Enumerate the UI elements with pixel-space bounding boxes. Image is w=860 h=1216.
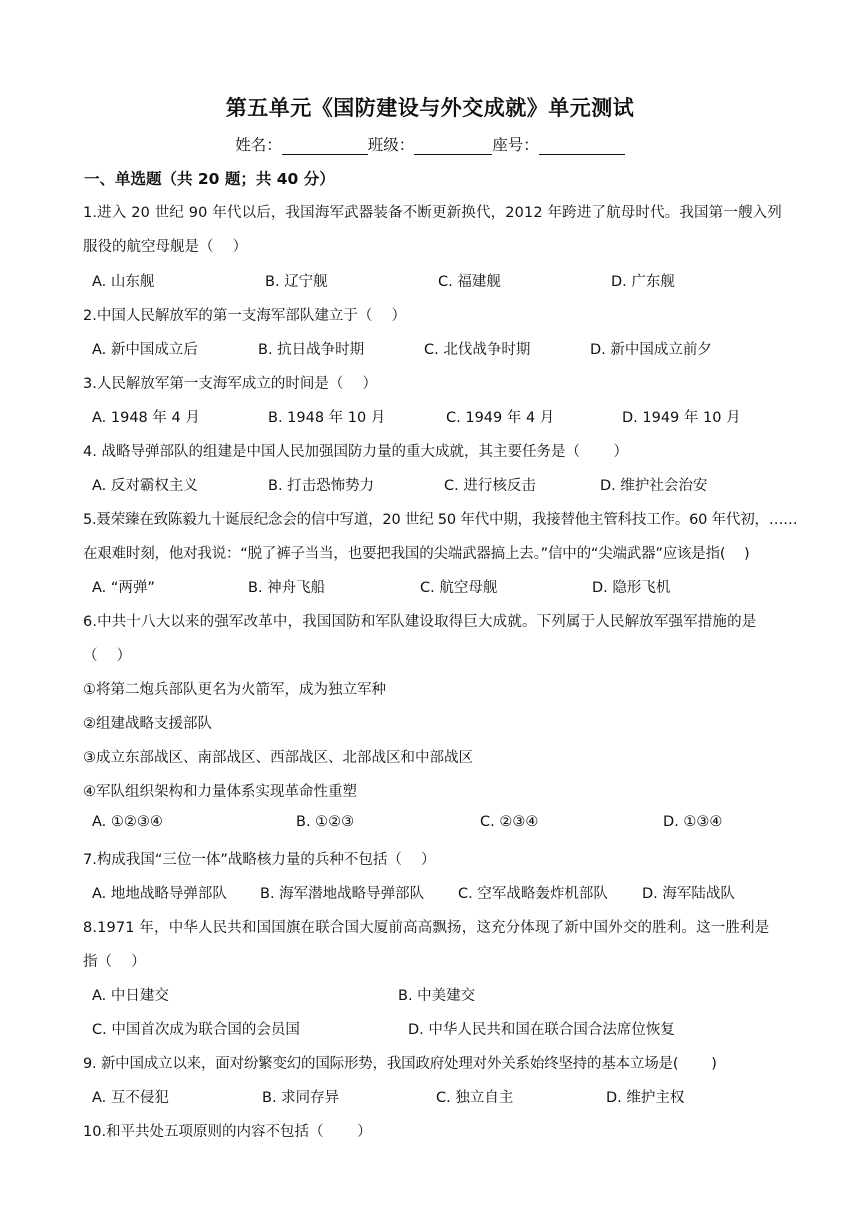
question-1-option-a[interactable]: A. 山东舰 xyxy=(92,274,155,290)
question-6-option-b[interactable]: B. ①②③ xyxy=(296,814,355,830)
question-4-option-b[interactable]: B. 打击恐怖势力 xyxy=(268,478,375,494)
question-10-line-1: 10.和平共处五项原则的内容不包括（ ） xyxy=(83,1124,372,1140)
question-6-option-d[interactable]: D. ①③④ xyxy=(663,814,723,830)
question-6-item-3: ③成立东部战区、南部战区、西部战区、北部战区和中部战区 xyxy=(83,750,473,766)
question-9-option-d[interactable]: D. 维护主权 xyxy=(606,1090,685,1106)
question-9-line-1: 9. 新中国成立以来，面对纷繁变幻的国际形势，我国政府处理对外关系始终坚持的基本立场是( ) xyxy=(83,1056,717,1072)
question-9-option-a[interactable]: A. 互不侵犯 xyxy=(92,1090,169,1106)
question-1-option-c[interactable]: C. 福建舰 xyxy=(438,274,501,290)
question-6-option-a[interactable]: A. ①②③④ xyxy=(92,814,163,830)
question-8-line-2: 指（ ） xyxy=(83,954,146,970)
question-3-line-1: 3.人民解放军第一支海军成立的时间是（ ） xyxy=(83,376,377,392)
question-2-option-a[interactable]: A. 新中国成立后 xyxy=(92,342,198,358)
question-8-option-d[interactable]: D. 中华人民共和国在联合国合法席位恢复 xyxy=(408,1022,675,1038)
question-8-option-c[interactable]: C. 中国首次成为联合国的会员国 xyxy=(92,1022,300,1038)
question-1-option-b[interactable]: B. 辽宁舰 xyxy=(265,274,328,290)
question-4-option-c[interactable]: C. 进行核反击 xyxy=(444,478,536,494)
question-3-option-d[interactable]: D. 1949 年 10 月 xyxy=(622,410,741,426)
question-8-line-1: 8.1971 年，中华人民共和国国旗在联合国大厦前高高飘扬，这充分体现了新中国外交的胜利。这一胜利是 xyxy=(83,920,770,936)
question-5-line-2: 在艰难时刻，他对我说：“脱了裤子当当，也要把我国的尖端武器搞上去。”信中的“尖端武器”应该是指( ) xyxy=(83,546,750,562)
question-4-option-a[interactable]: A. 反对霸权主义 xyxy=(92,478,198,494)
question-2-line-1: 2.中国人民解放军的第一支海军部队建立于（ ） xyxy=(83,308,406,324)
name-blank[interactable] xyxy=(282,136,368,155)
question-1-line-2: 服役的航空母舰是（ ） xyxy=(83,239,248,255)
question-7-option-a[interactable]: A. 地地战略导弹部队 xyxy=(92,886,227,902)
question-3-option-a[interactable]: A. 1948 年 4 月 xyxy=(92,410,200,426)
question-5-line-1: 5.聂荣臻在致陈毅九十诞辰纪念会的信中写道，20 世纪 50 年代中期，我接替他主管科技工作。60 年代初，…… xyxy=(83,512,798,528)
section-heading: 一、单选题（共 20 题；共 40 分） xyxy=(84,170,335,188)
class-blank[interactable] xyxy=(414,136,492,155)
question-2-option-c[interactable]: C. 北伐战争时期 xyxy=(424,342,531,358)
question-6-option-c[interactable]: C. ②③④ xyxy=(480,814,539,830)
question-4-option-d[interactable]: D. 维护社会治安 xyxy=(600,478,708,494)
question-6-line-2: （ ） xyxy=(83,648,132,664)
seat-blank[interactable] xyxy=(539,136,625,155)
question-6-item-2: ②组建战略支援部队 xyxy=(83,716,212,732)
student-info-line xyxy=(0,133,860,155)
question-7-option-d[interactable]: D. 海军陆战队 xyxy=(642,886,735,902)
question-4-line-1: 4. 战略导弹部队的组建是中国人民加强国防力量的重大成就，其主要任务是（ ） xyxy=(83,444,629,460)
question-6-line-1: 6.中共十八大以来的强军改革中，我国国防和军队建设取得巨大成就。下列属于人民解放军强军措施的是 xyxy=(83,614,757,630)
question-6-item-1: ①将第二炮兵部队更名为火箭军，成为独立军种 xyxy=(83,682,386,698)
question-5-option-a[interactable]: A. “两弹” xyxy=(92,580,155,596)
question-5-option-c[interactable]: C. 航空母舰 xyxy=(420,580,498,596)
question-2-option-d[interactable]: D. 新中国成立前夕 xyxy=(590,342,712,358)
question-3-option-c[interactable]: C. 1949 年 4 月 xyxy=(446,410,555,426)
question-1-line-1: 1.进入 20 世纪 90 年代以后，我国海军武器装备不断更新换代，2012 年跨进了航母时代。我国第一艘入列 xyxy=(83,205,782,221)
question-7-line-1: 7.构成我国“三位一体”战略核力量的兵种不包括（ ） xyxy=(83,852,436,868)
question-6-item-4: ④军队组织架构和力量体系实现革命性重塑 xyxy=(83,784,357,800)
question-7-option-c[interactable]: C. 空军战略轰炸机部队 xyxy=(458,886,608,902)
question-9-option-b[interactable]: B. 求同存异 xyxy=(262,1090,340,1106)
page-title: 第五单元《国防建设与外交成就》单元测试 xyxy=(225,96,635,120)
question-9-option-c[interactable]: C. 独立自主 xyxy=(436,1090,514,1106)
question-2-option-b[interactable]: B. 抗日战争时期 xyxy=(258,342,365,358)
question-7-option-b[interactable]: B. 海军潜地战略导弹部队 xyxy=(260,886,425,902)
question-8-option-b[interactable]: B. 中美建交 xyxy=(398,988,476,1004)
question-8-option-a[interactable]: A. 中日建交 xyxy=(92,988,169,1004)
seat-label: 座号： xyxy=(492,136,539,154)
question-5-option-d[interactable]: D. 隐形飞机 xyxy=(592,580,671,596)
name-label: 姓名： xyxy=(235,136,282,154)
question-5-option-b[interactable]: B. 神舟飞船 xyxy=(248,580,326,596)
question-3-option-b[interactable]: B. 1948 年 10 月 xyxy=(268,410,386,426)
question-1-option-d[interactable]: D. 广东舰 xyxy=(611,274,675,290)
class-label: 班级： xyxy=(367,136,415,154)
